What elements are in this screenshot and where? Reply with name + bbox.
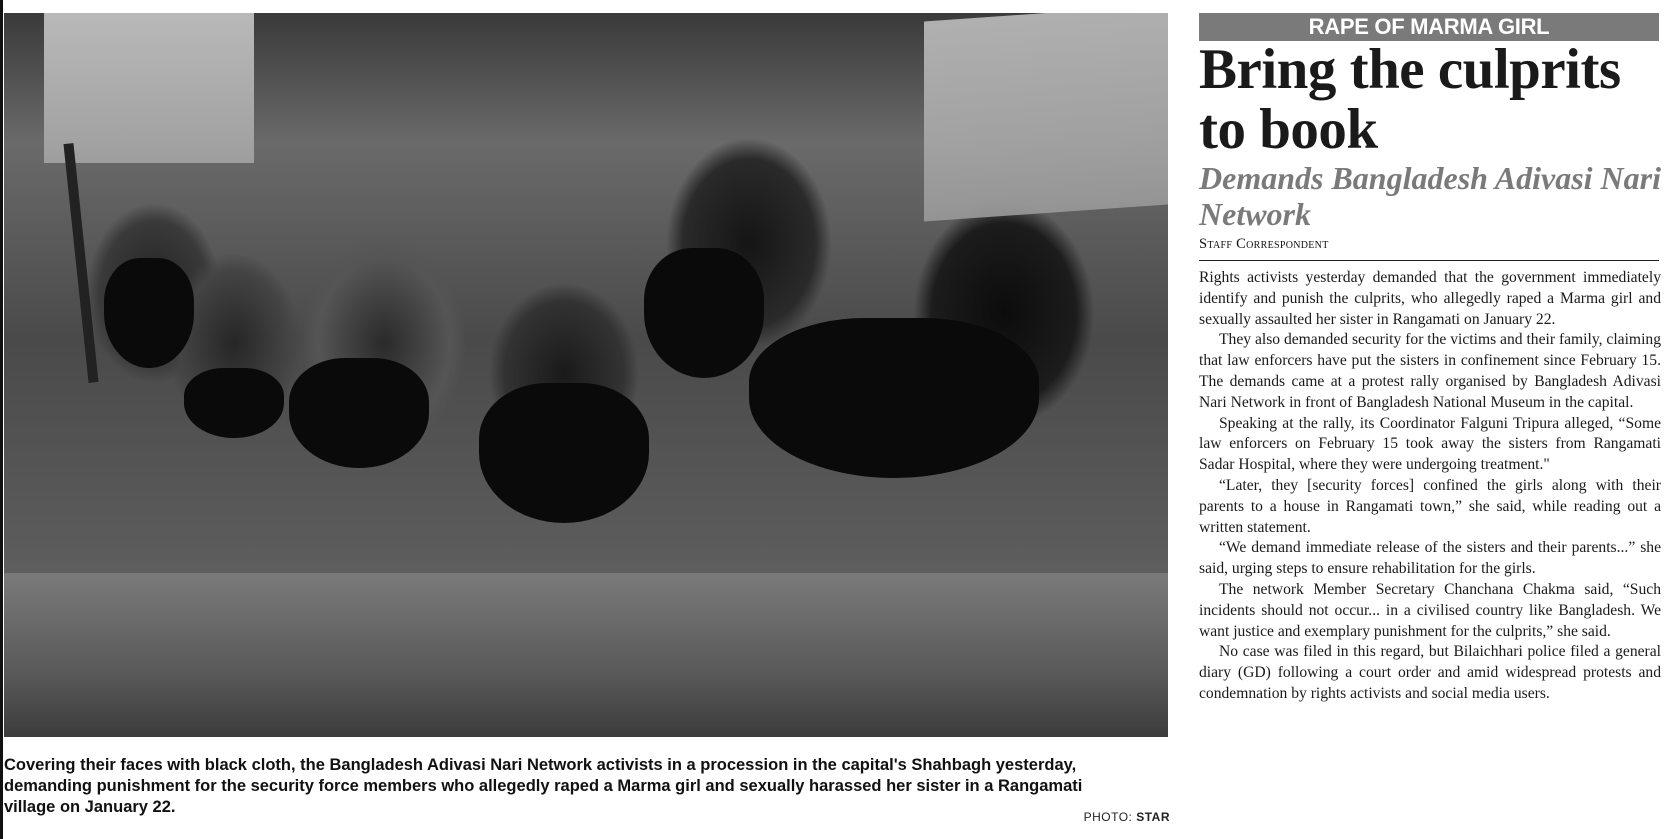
left-border-rule [0, 0, 3, 839]
black-mask [749, 318, 1039, 478]
article-paragraph: They also demanded security for the victims and their family, claiming that law enforcers have put the sisters in confinement since February 15. The demands came at a protest rally organised by Bangladesh Adivasi Nari Network in front of Bangladesh National Museum in the capital. [1199, 331, 1661, 411]
photo-caption: Covering their faces with black cloth, the Bangladesh Adivasi Nari Network activists in a procession in the capital's Shahbagh yesterday, demanding punishment for the security force members who allegedly raped a Marma girl and sexually harassed her sister in a Rangamati village on January 22. [4, 756, 1083, 816]
black-mask [289, 358, 429, 468]
article-paragraph: Speaking at the rally, its Coordinator Falguni Tripura alleged, “Some law enforcers on February 15 took away the sisters from Rangamati Sadar Hospital, where they were undergoing treatment." [1199, 414, 1661, 474]
article-paragraph: No case was filed in this regard, but Bilaichhari police filed a general diary (GD) following a court order and amid widespread protests and condemnation by rights activists and social media users. [1199, 643, 1661, 702]
article-paragraph: Rights activists yesterday demanded that the government immediately identify and punish the culprits, who allegedly raped a Marma girl and sexually assaulted her sister in Rangamati on January 22. [1199, 269, 1661, 328]
article-paragraph: The network Member Secretary Chanchana Chakma said, “Such incidents should not occur... in a civilised country like Bangladesh. We want justice and exemplary punishment for the culprits,” she said. [1199, 580, 1661, 640]
flag-pole [63, 143, 98, 383]
photo-credit-label: PHOTO: [1083, 810, 1133, 824]
black-mask [644, 248, 764, 378]
article-body [1199, 268, 1661, 705]
protest-sign-right [924, 13, 1168, 222]
article-kicker: RAPE OF MARMA GIRL [1199, 13, 1659, 41]
article-paragraph: “Later, they [security forces] confined the girls along with their parents to a house in Rangamati town,” she said, while reading out a written statement. [1199, 476, 1661, 536]
article-headline: Bring the culprits to book [1199, 38, 1621, 161]
photo-credit [1078, 810, 1170, 824]
article-byline: Staff Correspondent [1199, 236, 1329, 252]
protest-sign-left [44, 13, 254, 163]
black-mask [184, 368, 284, 438]
news-photo [4, 13, 1168, 737]
article-deck: Demands Bangladesh Adivasi Nari Network [1199, 160, 1661, 232]
photo-credit-source: STAR [1136, 810, 1170, 824]
black-mask [479, 383, 649, 523]
black-mask [104, 258, 194, 368]
article-paragraph: “We demand immediate release of the sisters and their parents...” she said, urging steps to ensure rehabilitation for the girls. [1199, 539, 1661, 578]
protest-banner [4, 573, 1168, 737]
byline-divider [1199, 260, 1659, 261]
